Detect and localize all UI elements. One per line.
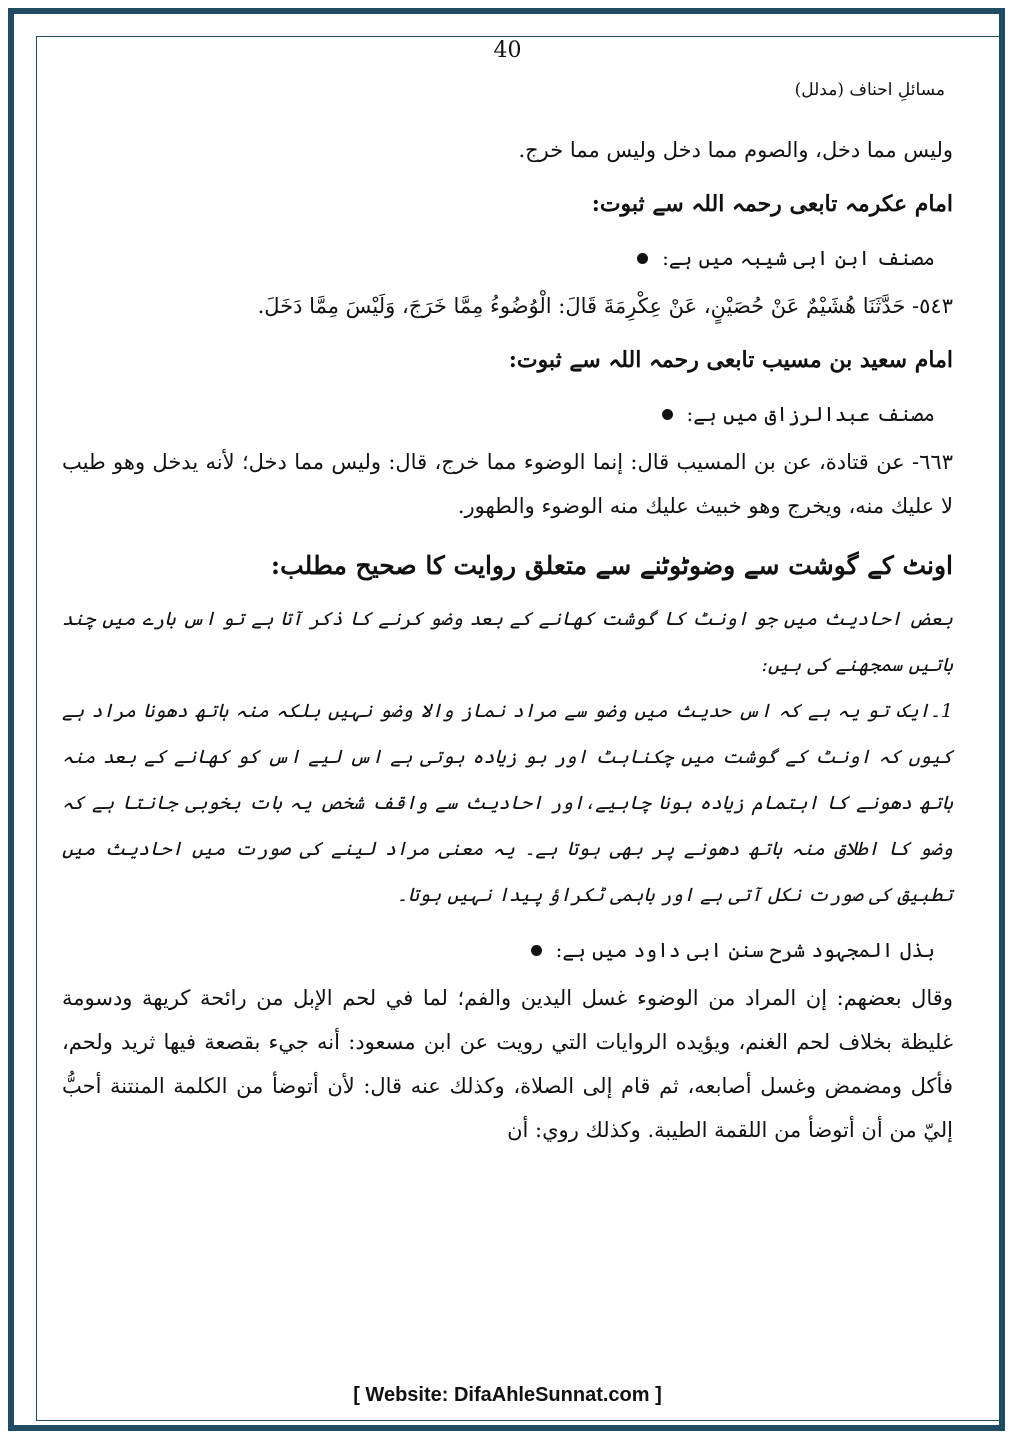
urdu-paragraph-point-1: 1۔ایک تو یہ ہے کہ اس حدیث میں وضو سے مراد نماز والا وضو نہیں بلکہ منہ ہاتھ دھونا مراد ہے کیوں کہ اونٹ کے گوشت میں چکناہٹ اور بو زیادہ ہوتی ہے اس لیے اس کو کھانے کے بعد منہ ہاتھ دھونے کا اہتمام زیادہ ہونا چاہیے،اور احادیث سے واقف شخص یہ بات بخوبی جانتا ہے کہ وضو کا اطلاق منہ ہاتھ دھونے پر بھی ہوتا ہے۔ یہ معنی مراد لینے کی صورت میں احادیث میں تطبیق کی صورت نکل آتی ہے اور باہمی ٹکراؤ پیدا نہیں ہوتا۔ xyxy=(62,700,953,906)
bullet-text: مصنف ابن ابی شیبہ میں ہے: xyxy=(662,246,935,270)
page-number: 40 xyxy=(493,38,522,63)
section-heading-ikrimah: امام عکرمہ تابعی رحمہ اللہ سے ثبوت: xyxy=(591,191,953,217)
section-heading-camel-meat: اونٹ کے گوشت سے وضوٹوٹنے سے متعلق روایت کا صحیح مطلب: xyxy=(270,551,953,580)
website-footer: [ Website: DifaAhleSunnat.com ] xyxy=(353,1384,662,1406)
bullet-source-ibn-abi-shaybah xyxy=(62,238,953,278)
bullet-source-abdurrazzaq xyxy=(62,394,953,434)
urdu-paragraph-intro: بعض احادیث میں جو اونٹ کا گوشت کھانے کے بعد وضو کرنے کا ذکر آتا ہے تو اس بارے میں چند باتیں سمجھنے کی ہیں: xyxy=(62,608,953,676)
arabic-hadith-543: ٥٤٣- حَدَّثَنَا هُشَيْمٌ عَنْ حُصَيْنٍ، عَنْ عِكْرِمَةَ قَالَ: الْوُضُوءُ مِمَّا خَرَجَ، وَلَيْسَ مِمَّا دَخَلَ. xyxy=(257,294,953,318)
bullet-text: مصنف عبدالرزاق میں ہے: xyxy=(686,402,935,426)
bullet-dot-icon xyxy=(662,409,673,420)
section-heading-saeed: امام سعید بن مسیب تابعی رحمہ اللہ سے ثبوت: xyxy=(508,347,953,373)
bullet-text: بذل المجہود شرح سنن ابی داود میں ہے: xyxy=(555,938,935,962)
bullet-dot-icon xyxy=(531,945,542,956)
book-title: مسائلِ احناف (مدلل) xyxy=(794,80,945,100)
page-content xyxy=(62,128,953,1152)
arabic-quote-badhl: وقال بعضهم: إن المراد من الوضوء غسل اليدين والفم؛ لما في لحم الإبل من رائحة كريهة ودسومة غليظة بخلاف لحم الغنم، ويؤيده الروايات التي رويت عن ابن مسعود: أنه جيء بقصعة فيها ثريد ولحم، فأكل ومضمض وغسل أصابعه، ثم قام إلى الصلاة، وكذلك عنه قال: لأن أتوضأ من الكلمة المنتنة أحبُّ إليّ من أن أتوضأ من اللقمة الطيبة. وكذلك روي: أن xyxy=(62,986,953,1142)
bullet-dot-icon xyxy=(637,253,648,264)
bullet-source-badhl xyxy=(62,930,953,970)
arabic-line-intro: وليس مما دخل، والصوم مما دخل وليس مما خرج. xyxy=(518,138,953,162)
arabic-hadith-663: ٦٦٣- عن قتادة، عن بن المسيب قال: إنما الوضوء مما خرج، قال: وليس مما دخل؛ لأنه يدخل وهو طيب لا عليك منه، ويخرج وهو خبيث عليك منه الوضوء والطهور. xyxy=(62,450,953,518)
